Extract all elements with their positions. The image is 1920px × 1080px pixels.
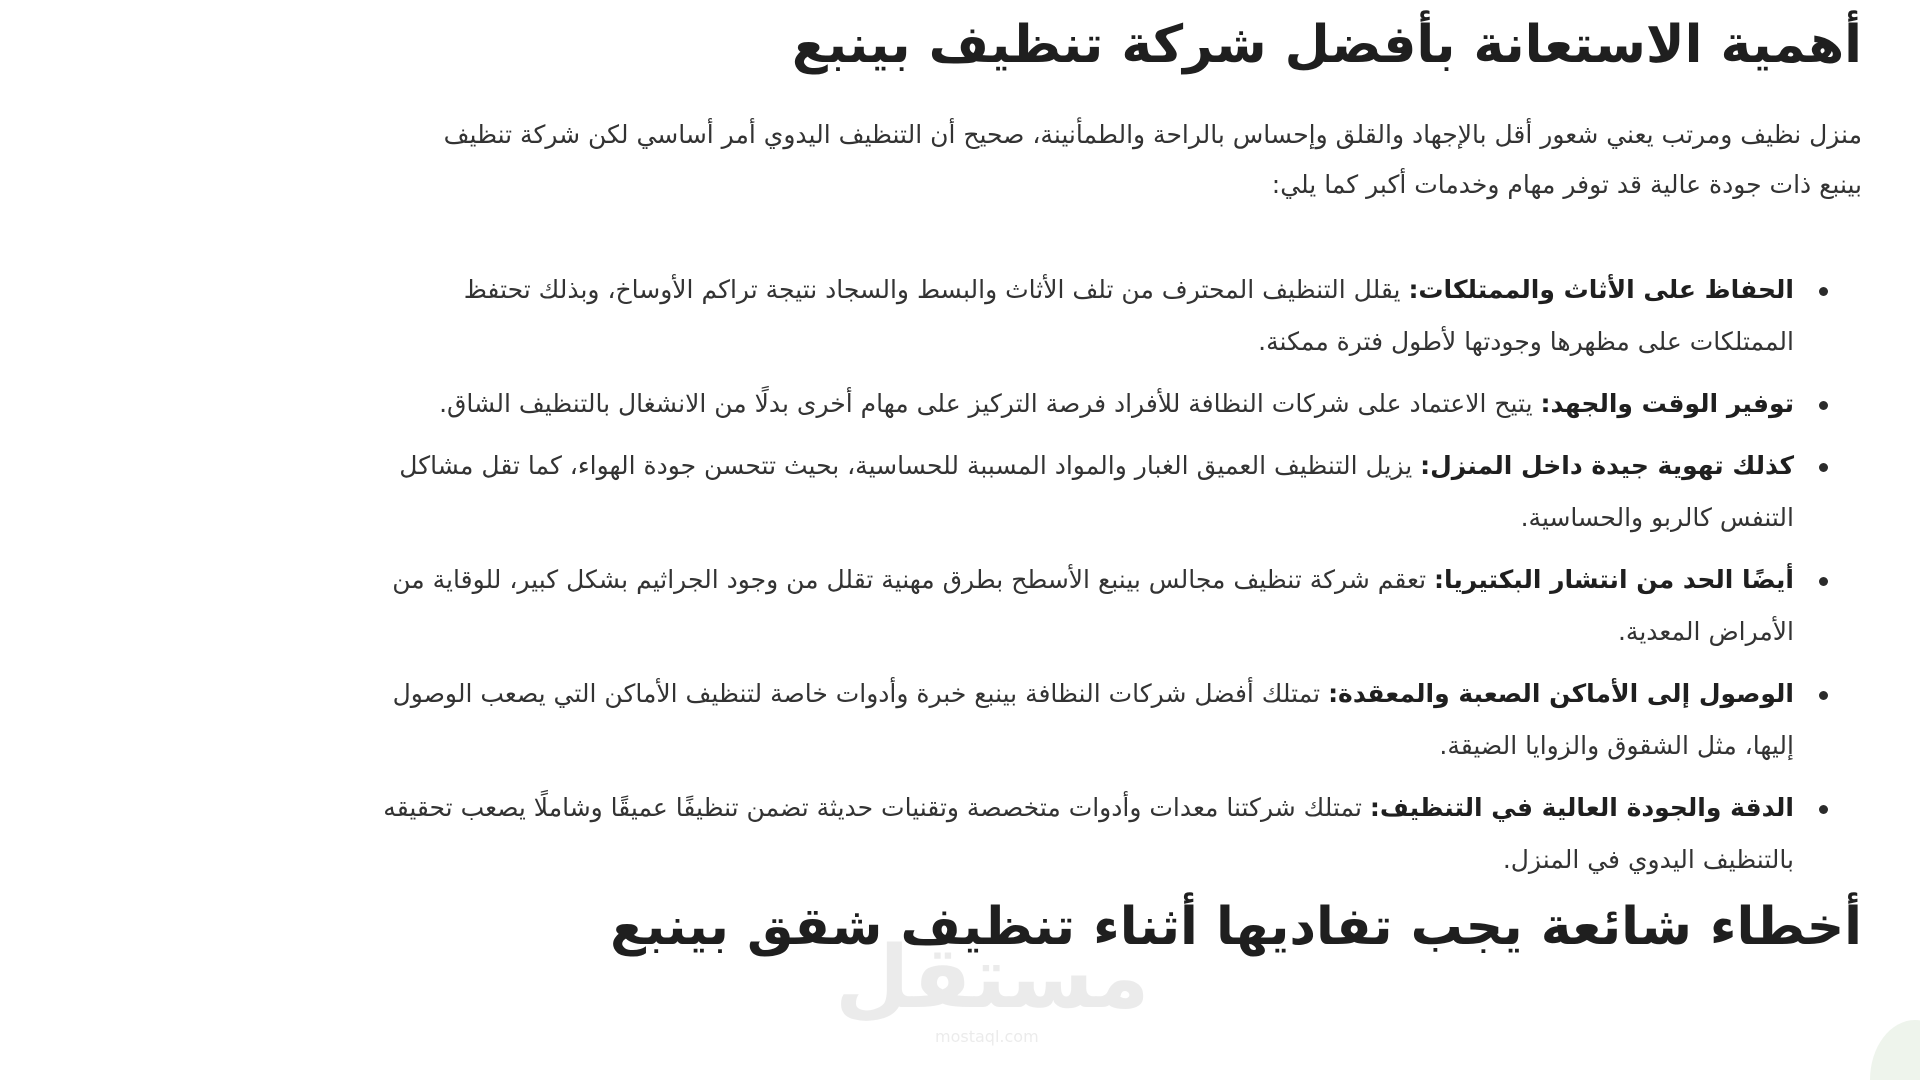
list-item	[354, 554, 1794, 658]
list-item-text: يقلل التنظيف المحترف من تلف الأثاث والبسط والسجاد نتيجة تراكم الأوساخ، وبذلك تحتفظ الممتلكات على مظهرها وجودتها لأطول فترة ممكنة.	[463, 275, 1794, 357]
list-item	[354, 440, 1794, 544]
article-content	[382, 0, 1862, 959]
list-item-term: الدقة والجودة العالية في التنظيف:	[1369, 793, 1794, 823]
list-item-term: الحفاظ على الأثاث والممتلكات:	[1408, 275, 1794, 305]
list-item-text: يزيل التنظيف العميق الغبار والمواد المسببة للحساسية، بحيث تتحسن جودة الهواء، كما تقل مشاكل التنفس كالربو والحساسية.	[399, 451, 1794, 533]
list-item-term: الوصول إلى الأماكن الصعبة والمعقدة:	[1328, 679, 1794, 709]
section-title-importance: أهمية الاستعانة بأفضل شركة تنظيف بينبع	[791, 15, 1862, 75]
list-item-text: تمتلك شركتنا معدات وأدوات متخصصة وتقنيات حديثة تضمن تنظيفًا عميقًا وشاملًا يصعب تحقيقه بالتنظيف اليدوي في المنزل.	[383, 793, 1794, 875]
benefits-list	[354, 264, 1862, 886]
list-item	[354, 782, 1794, 886]
watermark-url: mostaql.com	[935, 1027, 1039, 1046]
list-item	[354, 668, 1794, 772]
list-item-text: تمتلك أفضل شركات النظافة بينبع خبرة وأدوات خاصة لتنظيف الأماكن التي يصعب الوصول إليها، مثل الشقوق والزوايا الضيقة.	[392, 679, 1794, 761]
section-title-common-mistakes: أخطاء شائعة يجب تفاديها أثناء تنظيف شقق بينبع	[610, 897, 1862, 958]
list-item	[354, 264, 1794, 368]
list-item-text: تعقم شركة تنظيف مجالس بينبع الأسطح بطرق مهنية تقلل من وجود الجراثيم بشكل كبير، للوقاية من الأمراض المعدية.	[392, 565, 1794, 647]
list-item	[354, 378, 1794, 430]
list-item-text: يتيح الاعتماد على شركات النظافة للأفراد فرصة التركيز على مهام أخرى بدلًا من الانشغال بالتنظيف الشاق.	[439, 389, 1541, 419]
intro-paragraph: منزل نظيف ومرتب يعني شعور أقل بالإجهاد والقلق وإحساس بالراحة والطمأنينة، صحيح أن التنظيف اليدوي أمر أساسي لكن شركة تنظيف بينبع ذات جودة عالية قد توفر مهام وخدمات أكبر كما يلي:	[443, 120, 1862, 200]
watermark-logo-text: مستقل	[835, 928, 1150, 1028]
list-item-term: أيضًا الحد من انتشار البكتيريا:	[1434, 565, 1794, 595]
decorative-corner-shape	[1870, 1020, 1920, 1080]
list-item-term: كذلك تهوية جيدة داخل المنزل:	[1420, 451, 1794, 481]
list-item-term: توفير الوقت والجهد:	[1540, 389, 1794, 419]
